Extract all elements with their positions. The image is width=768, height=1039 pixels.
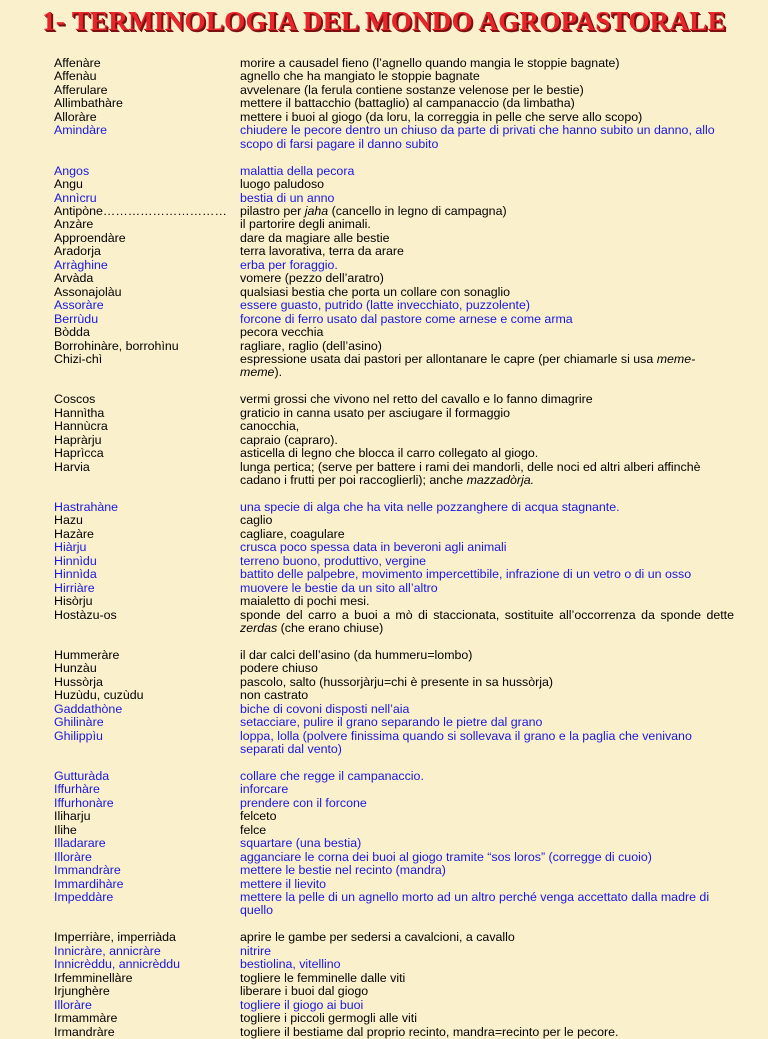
glossary-entry xyxy=(54,501,734,514)
section-gap xyxy=(54,151,734,164)
entry-term: Chizi-chì xyxy=(54,351,103,366)
entry-term: Anzàre xyxy=(54,217,94,232)
definition-text: felce xyxy=(240,822,267,837)
entry-term: Ghilinàre xyxy=(54,715,104,730)
entry-term: Imperriàre, imperriàda xyxy=(54,930,176,945)
entry-term: Irmandràre xyxy=(54,1024,115,1039)
definition-text: nitrire xyxy=(240,943,271,958)
definition-text: morire a causadel fieno (l’agnello quando mangia le stoppie bagnate) xyxy=(240,56,620,70)
entry-definition xyxy=(240,272,734,285)
section-gap xyxy=(54,380,734,393)
entry-definition xyxy=(240,999,734,1012)
entry-definition xyxy=(240,97,734,110)
entry-definition xyxy=(240,514,734,527)
definition-text: togliere le femminelle dalle viti xyxy=(240,970,406,985)
entry-term: Hiàrju xyxy=(54,540,87,555)
definition-text: pilastro per xyxy=(240,203,305,218)
glossary-entry xyxy=(54,582,734,595)
definition-text: setacciare, pulire il grano separando le pietre dal grano xyxy=(240,715,543,730)
entry-term: Gutturàda xyxy=(54,768,110,783)
entry-term: Angos xyxy=(54,163,90,178)
definition-text: bestia di un anno xyxy=(240,190,335,205)
definition-text: agganciare le corna dei buoi al giogo tramite “sos loros” (corregge di cuoio) xyxy=(240,849,652,864)
glossary-entry xyxy=(54,245,734,258)
definition-text: il dar calci dell’asino (da hummeru=lombo) xyxy=(240,647,473,662)
definition-text: mettere il battacchio (battaglio) al campanaccio (da limbatha) xyxy=(240,96,575,111)
entry-term: Hannìtha xyxy=(54,405,105,420)
glossary-entry xyxy=(54,703,734,716)
entry-definition xyxy=(240,340,734,353)
entry-term: Affenàu xyxy=(54,69,97,84)
entry-definition xyxy=(240,205,734,218)
entry-definition xyxy=(240,57,734,70)
definition-text: capraio (capraro). xyxy=(240,432,338,447)
entry-term: Immandràre xyxy=(54,863,121,878)
entry-term: Hussòrja xyxy=(54,674,103,689)
entry-term: Illoràre xyxy=(54,997,92,1012)
entry-term: Hisòrju xyxy=(54,594,93,609)
definition-text: loppa, lolla (polvere finissima quando si sollevava il grano e la paglia che venivano separati dal vento) xyxy=(240,728,692,757)
definition-text: ). xyxy=(274,365,283,380)
entry-term: Hinnìda xyxy=(54,567,97,582)
entry-definition xyxy=(240,958,734,971)
glossary-entry xyxy=(54,878,734,891)
entry-term: Iliharju xyxy=(54,809,91,824)
definition-text: dare da magiare alle bestie xyxy=(240,230,390,245)
definition-text: graticio in canna usato per asciugare il formaggio xyxy=(240,405,510,420)
definition-text: pascolo, salto (hussorjàrju=chi è presente in sa hussòrja) xyxy=(240,674,554,689)
entry-term: Arràghine xyxy=(54,257,108,272)
glossary-entry xyxy=(54,514,734,527)
definition-emphasis: jaha xyxy=(304,203,329,218)
definition-text: chiudere le pecore dentro un chiuso da parte di privati che hanno subito un danno, allo scopo di farsi pagare il danno subito xyxy=(240,123,715,151)
definition-text: battito delle palpebre, movimento impercettibile, infrazione di un vetro o di un osso xyxy=(240,567,692,582)
entry-definition xyxy=(240,326,734,339)
definition-text: mettere le bestie nel recinto (mandra) xyxy=(240,863,446,878)
entry-definition xyxy=(240,70,734,83)
entry-term: Antipòne………………………… xyxy=(54,203,227,218)
entry-term: Approendàre xyxy=(54,230,126,245)
definition-text: canocchia, xyxy=(240,419,300,434)
entry-definition xyxy=(240,568,734,581)
entry-definition xyxy=(240,1026,734,1039)
glossary-entry xyxy=(54,972,734,985)
glossary-entry xyxy=(54,945,734,958)
entry-term: Berrùdu xyxy=(54,311,99,326)
definition-text: squartare (una bestia) xyxy=(240,836,362,851)
entry-definition xyxy=(240,501,734,514)
definition-emphasis: mazzadòrja. xyxy=(466,473,535,488)
glossary-entry xyxy=(54,649,734,662)
glossary-entry xyxy=(54,864,734,877)
entry-definition xyxy=(240,662,734,675)
glossary-entry xyxy=(54,192,734,205)
glossary-entry xyxy=(54,97,734,110)
entry-definition xyxy=(240,178,734,191)
glossary-entry xyxy=(54,541,734,554)
glossary-entry xyxy=(54,299,734,312)
entry-term: Hummeràre xyxy=(54,647,120,662)
entry-term: Bòdda xyxy=(54,325,90,340)
entry-term: Innicrèddu, annicrèddu xyxy=(54,957,181,972)
glossary-entry xyxy=(54,891,734,918)
glossary-entry xyxy=(54,259,734,272)
glossary-entry xyxy=(54,165,734,178)
entry-term: Hastrahàne xyxy=(54,499,119,514)
entry-definition xyxy=(240,84,734,97)
definition-text: terra lavorativa, terra da arare xyxy=(240,244,404,259)
definition-text: non castrato xyxy=(240,688,309,703)
entry-term: Huzùdu, cuzùdu xyxy=(54,688,144,703)
entry-term: Hannùcra xyxy=(54,419,108,434)
glossary-entry xyxy=(54,555,734,568)
glossary-entry xyxy=(54,84,734,97)
glossary-entry xyxy=(54,353,734,380)
entry-definition xyxy=(240,810,734,823)
entry-term: Innicràre, annicràre xyxy=(54,943,161,958)
glossary-entry xyxy=(54,313,734,326)
glossary-entry xyxy=(54,340,734,353)
definition-text: biche di covoni disposti nell’aia xyxy=(240,701,410,716)
glossary-entry xyxy=(54,178,734,191)
glossary-entry xyxy=(54,783,734,796)
entry-definition xyxy=(240,299,734,312)
entry-definition xyxy=(240,393,734,406)
entry-definition xyxy=(240,595,734,608)
definition-text: forcone di ferro usato dal pastore come arnese e come arma xyxy=(240,311,573,326)
glossary-entry xyxy=(54,931,734,944)
entry-definition xyxy=(240,582,734,595)
definition-text: inforcare xyxy=(240,782,289,797)
entry-definition xyxy=(240,891,734,918)
glossary-entry xyxy=(54,286,734,299)
entry-term: Haprìcca xyxy=(54,446,104,461)
definition-text: terreno buono, produttivo, vergine xyxy=(240,553,426,568)
entry-definition xyxy=(240,649,734,662)
entry-term: Harvia xyxy=(54,459,90,474)
entry-term: Illadarare xyxy=(54,836,106,851)
definition-text: cagliare, coagulare xyxy=(240,526,345,541)
entry-definition xyxy=(240,259,734,272)
entry-definition xyxy=(240,528,734,541)
definition-text: liberare i buoi dal giogo xyxy=(240,984,369,999)
entry-definition xyxy=(240,555,734,568)
definition-text: lunga pertica; (serve per battere i rami dei mandorli, delle noci ed altri alberi affinchè cadano i frutti per poi raccoglierli); anche xyxy=(240,459,701,488)
entry-definition xyxy=(240,192,734,205)
definition-text: (che erano chiuse) xyxy=(277,620,384,635)
definition-text: qualsiasi bestia che porta un collare con sonaglio xyxy=(240,284,511,299)
section-gap xyxy=(54,487,734,500)
glossary-entry xyxy=(54,676,734,689)
definition-text: mettere i buoi al giogo (da loru, la correggia in pelle che serve allo scopo) xyxy=(240,109,643,124)
glossary-entry xyxy=(54,272,734,285)
glossary-entry xyxy=(54,958,734,971)
entry-definition xyxy=(240,783,734,796)
definition-text: togliere il giogo ai buoi xyxy=(240,997,364,1012)
definition-text: il partorire degli animali. xyxy=(240,217,371,232)
glossary-entry xyxy=(54,205,734,218)
entry-term: Gaddathòne xyxy=(54,701,123,716)
glossary xyxy=(54,57,734,1039)
entry-term: Alloràre xyxy=(54,109,97,124)
glossary-entry xyxy=(54,770,734,783)
entry-definition xyxy=(240,245,734,258)
entry-definition xyxy=(240,676,734,689)
glossary-entry xyxy=(54,111,734,124)
glossary-entry xyxy=(54,218,734,231)
glossary-entry xyxy=(54,985,734,998)
definition-emphasis: zerdas xyxy=(240,620,278,635)
glossary-entry xyxy=(54,326,734,339)
definition-text: caglio xyxy=(240,513,273,528)
entry-definition xyxy=(240,218,734,231)
section-gap xyxy=(54,757,734,770)
definition-text: togliere il bestiame dal proprio recinto, mandra=recinto per le pecore. xyxy=(240,1024,619,1039)
definition-text: avvelenare (la ferula contiene sostanze velenose per le bestie) xyxy=(240,82,584,97)
entry-term: Afferulare xyxy=(54,82,108,97)
glossary-entry xyxy=(54,730,734,757)
definition-text: erba per foraggio. xyxy=(240,257,338,272)
glossary-entry xyxy=(54,232,734,245)
glossary-entry xyxy=(54,568,734,581)
entry-definition xyxy=(240,461,734,488)
entry-definition xyxy=(240,124,734,151)
definition-text: asticella di legno che blocca il carro collegato al giogo. xyxy=(240,446,539,461)
glossary-entry xyxy=(54,716,734,729)
entry-term: Aradorja xyxy=(54,244,101,259)
entry-definition xyxy=(240,434,734,447)
entry-definition xyxy=(240,716,734,729)
entry-term: Iffurhonàre xyxy=(54,795,114,810)
entry-definition xyxy=(240,985,734,998)
definition-text: collare che regge il campanaccio. xyxy=(240,768,424,783)
definition-text: mettere la pelle di un agnello morto ad un altro perché venga accettato dalla madre di quello xyxy=(240,890,710,918)
entry-definition xyxy=(240,837,734,850)
entry-term: Assonajolàu xyxy=(54,284,122,299)
entry-definition xyxy=(240,165,734,178)
definition-text: malattia della pecora xyxy=(240,163,355,178)
glossary-entry xyxy=(54,124,734,151)
entry-term: Angu xyxy=(54,177,83,192)
section-gap xyxy=(54,635,734,648)
entry-definition xyxy=(240,313,734,326)
entry-definition xyxy=(240,286,734,299)
entry-term: Annìcru xyxy=(54,190,97,205)
entry-term: Ilihe xyxy=(54,822,77,837)
definition-text: essere guasto, putrido (latte invecchiato, puzzolente) xyxy=(240,298,530,313)
entry-term: Ghilippìu xyxy=(54,728,103,743)
definition-text: agnello che ha mangiato le stoppie bagnate xyxy=(240,69,480,84)
definition-text: sponde del carro a buoi a mò di staccionata, sostituite all’occorrenza da sponde dette xyxy=(240,607,734,622)
entry-definition xyxy=(240,420,734,433)
definition-text: bestiolina, vitellino xyxy=(240,957,341,972)
entry-term: Impeddàre xyxy=(54,890,114,905)
entry-term: Hostàzu-os xyxy=(54,607,117,622)
definition-text: vomere (pezzo dell’aratro) xyxy=(240,271,384,286)
entry-definition xyxy=(240,972,734,985)
definition-text: luogo paludoso xyxy=(240,177,325,192)
glossary-entry xyxy=(54,1026,734,1039)
entry-term: Hazu xyxy=(54,513,83,528)
glossary-entry xyxy=(54,662,734,675)
entry-term: Hazàre xyxy=(54,526,94,541)
definition-text: togliere i piccoli germogli alle viti xyxy=(240,1011,417,1026)
glossary-entry xyxy=(54,689,734,702)
glossary-entry xyxy=(54,837,734,850)
glossary-entry xyxy=(54,407,734,420)
entry-term: Allimbathàre xyxy=(54,96,123,111)
glossary-entry xyxy=(54,851,734,864)
definition-emphasis: meme-meme xyxy=(240,351,696,380)
entry-definition xyxy=(240,730,734,757)
glossary-entry xyxy=(54,528,734,541)
definition-text: prendere con il forcone xyxy=(240,795,367,810)
entry-definition xyxy=(240,703,734,716)
entry-term: Hapràrju xyxy=(54,432,102,447)
entry-definition xyxy=(240,824,734,837)
page-title: 1- TERMINOLOGIA DEL MONDO AGROPASTORALE xyxy=(42,6,726,36)
entry-term: Irjunghère xyxy=(54,984,110,999)
glossary-entry xyxy=(54,824,734,837)
definition-text: una specie di alga che ha vita nelle pozzanghere di acqua stagnante. xyxy=(240,499,620,514)
entry-definition xyxy=(240,1012,734,1025)
entry-term: Assoràre xyxy=(54,298,104,313)
definition-text: aprire le gambe per sedersi a cavalcioni, a cavallo xyxy=(240,930,515,945)
entry-definition xyxy=(240,689,734,702)
definition-text: mettere il lievito xyxy=(240,876,327,891)
entry-definition xyxy=(240,797,734,810)
glossary-entry xyxy=(54,393,734,406)
entry-definition xyxy=(240,878,734,891)
definition-text: muovere le bestie da un sito all’altro xyxy=(240,580,438,595)
glossary-entry xyxy=(54,434,734,447)
entry-definition xyxy=(240,931,734,944)
glossary-entry xyxy=(54,420,734,433)
entry-definition xyxy=(240,232,734,245)
entry-term: Hunzàu xyxy=(54,661,97,676)
glossary-entry xyxy=(54,70,734,83)
definition-text: felceto xyxy=(240,809,277,824)
definition-text: pecora vecchia xyxy=(240,325,324,340)
entry-term: Borrohinàre, borrohìnu xyxy=(54,338,179,353)
entry-term: Iffurhàre xyxy=(54,782,100,797)
entry-definition xyxy=(240,541,734,554)
definition-text: podere chiuso xyxy=(240,661,318,676)
definition-text: crusca poco spessa data in beveroni agli animali xyxy=(240,540,507,555)
glossary-entry xyxy=(54,1012,734,1025)
entry-definition xyxy=(240,111,734,124)
entry-definition xyxy=(240,353,734,380)
entry-definition xyxy=(240,447,734,460)
entry-term: Illoràre xyxy=(54,849,92,864)
glossary-entry xyxy=(54,797,734,810)
definition-text: espressione usata dai pastori per allontanare le capre (per chiamarle si usa xyxy=(240,351,657,366)
definition-text: maialetto di pochi mesi. xyxy=(240,594,370,609)
section-gap xyxy=(54,918,734,931)
entry-definition xyxy=(240,609,734,636)
definition-text: (cancello in legno di campagna) xyxy=(328,203,507,218)
entry-term: Arvàda xyxy=(54,271,94,286)
definition-text: ragliare, raglio (dell’asino) xyxy=(240,338,382,353)
glossary-entry xyxy=(54,609,734,636)
definition-text: vermi grossi che vivono nel retto del cavallo e lo fanno dimagrire xyxy=(240,392,593,407)
entry-definition xyxy=(240,945,734,958)
glossary-entry xyxy=(54,57,734,70)
glossary-entry xyxy=(54,999,734,1012)
entry-term: Hinnìdu xyxy=(54,553,97,568)
entry-definition xyxy=(240,407,734,420)
entry-term: Hirriàre xyxy=(54,580,95,595)
glossary-entry xyxy=(54,461,734,488)
entry-term: Immardihàre xyxy=(54,876,124,891)
glossary-entry xyxy=(54,810,734,823)
leader-dots: ………………………… xyxy=(102,203,227,218)
entry-term: Amindàre xyxy=(54,123,108,138)
entry-term: Irfemminellàre xyxy=(54,970,133,985)
entry-definition xyxy=(240,864,734,877)
glossary-entry xyxy=(54,595,734,608)
entry-definition xyxy=(240,770,734,783)
entry-term: Coscos xyxy=(54,392,96,407)
glossary-entry xyxy=(54,447,734,460)
entry-definition xyxy=(240,851,734,864)
entry-term: Affenàre xyxy=(54,56,101,70)
entry-term: Irmammàre xyxy=(54,1011,118,1026)
